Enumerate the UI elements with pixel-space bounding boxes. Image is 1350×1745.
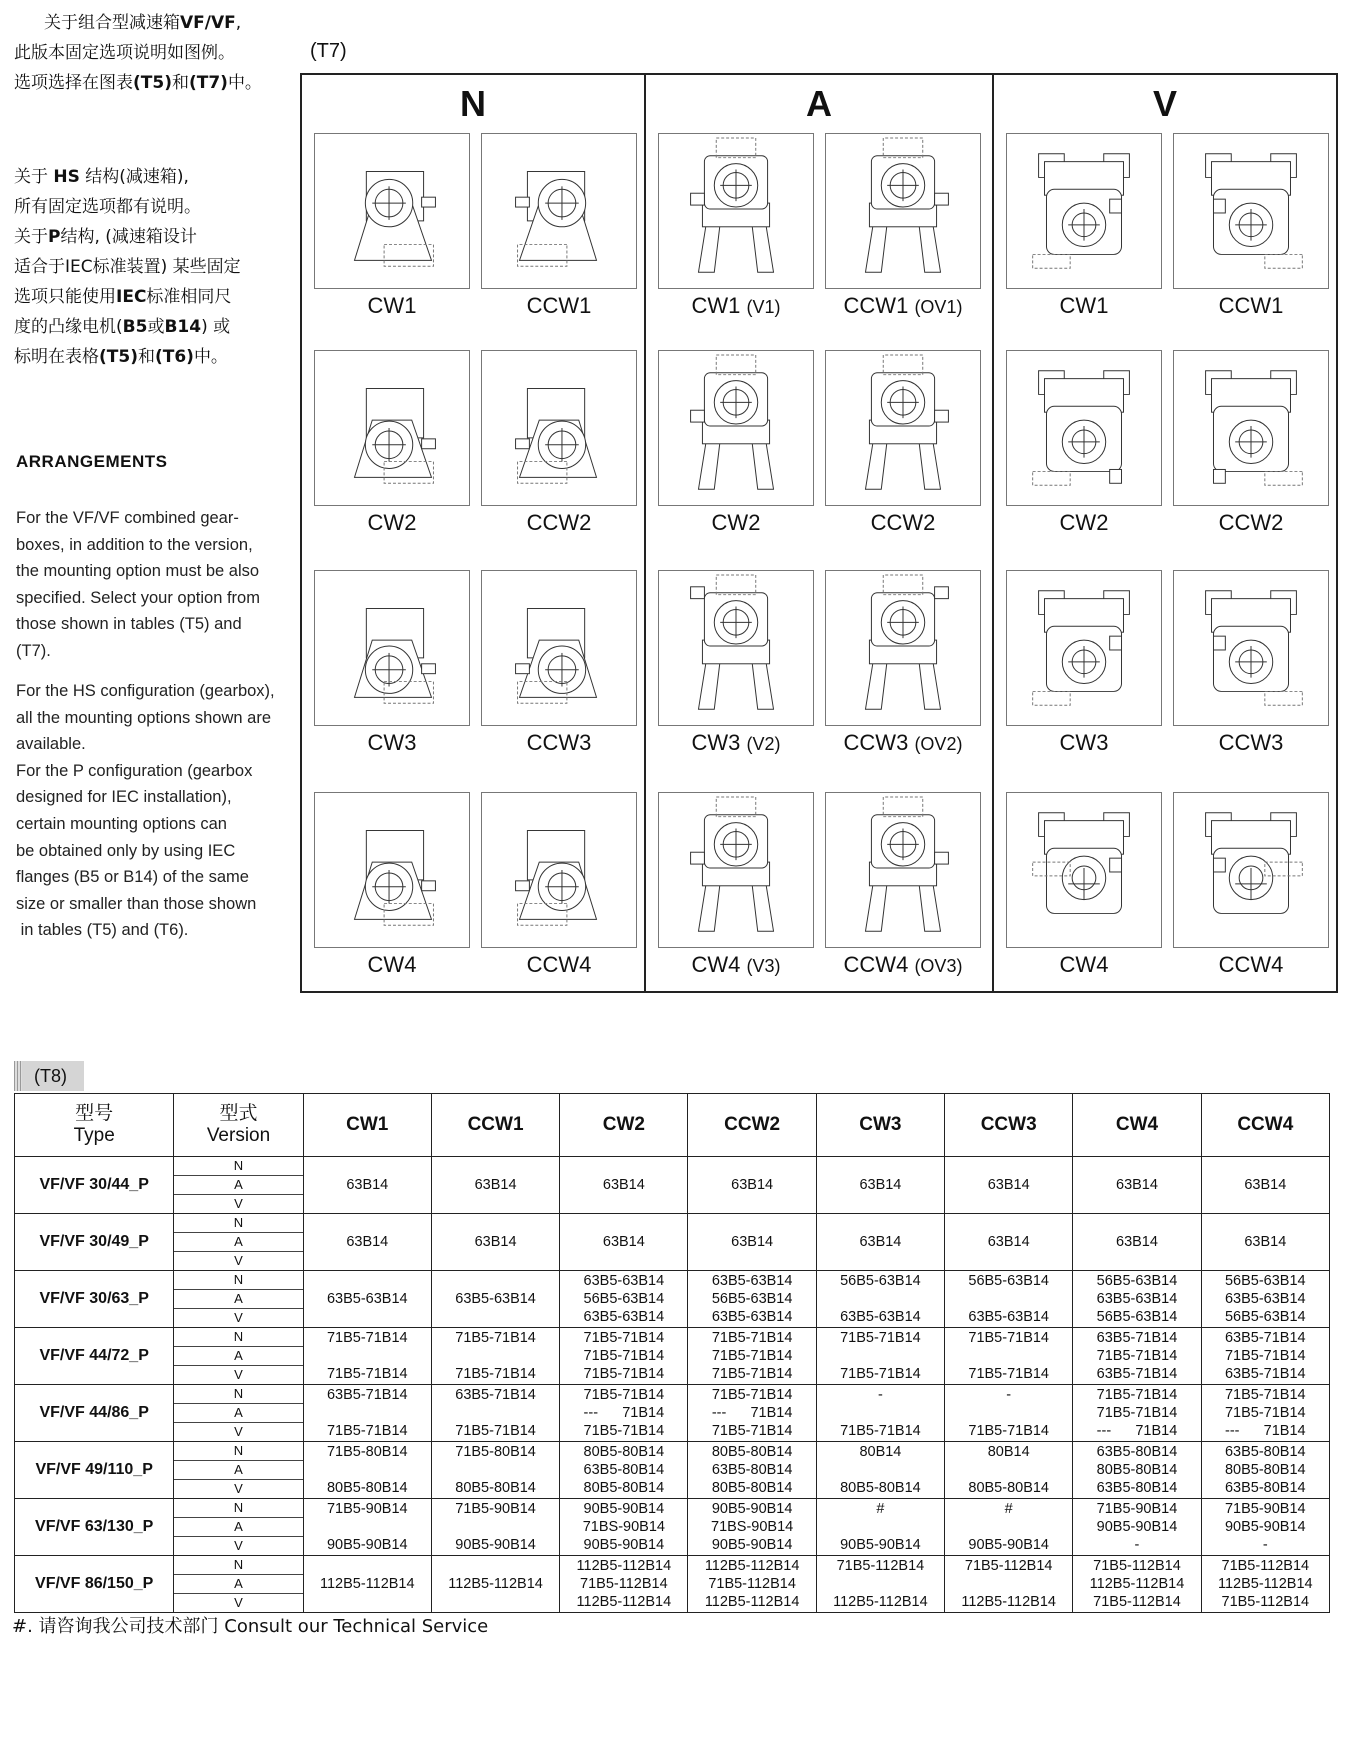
version-n: N: [174, 1328, 302, 1347]
option-label: CCW4: [526, 952, 592, 977]
gearbox-drawing: [481, 133, 637, 289]
option-label: CCW1: [526, 293, 592, 318]
flange-cell: 63B14: [688, 1157, 816, 1214]
version-a: A: [174, 1347, 302, 1366]
option-label: CCW3: [1218, 730, 1284, 755]
option-label: CW1 (V1): [691, 293, 781, 318]
flange-cell: 63B5-71B14 71B5-71B14 63B5-71B14: [1073, 1328, 1201, 1385]
option-label: CCW3 (OV2): [843, 730, 963, 755]
option-label: CCW3: [526, 730, 592, 755]
flange-cell: 112B5-112B14 71B5-112B14 112B5-112B14: [688, 1556, 816, 1613]
type-cell: VF/VF 44/86_P: [15, 1385, 174, 1442]
group-v: [994, 75, 1336, 991]
gearbox-drawing: [1006, 350, 1162, 506]
gearbox-drawing: [1006, 570, 1162, 726]
option-label: CW1: [1059, 293, 1109, 318]
arrangements-title: ARRANGEMENTS: [16, 452, 168, 471]
flange-cell: 71B5-71B14 71B5-71B14: [431, 1328, 559, 1385]
text-line: all the mounting options shown are: [16, 708, 271, 727]
version-cell: [174, 1556, 303, 1613]
flange-cell: 63B14: [1073, 1214, 1201, 1271]
version-cell: [174, 1157, 303, 1214]
gearbox-drawing: [658, 350, 814, 506]
flange-cell: 63B5-80B14 80B5-80B14 63B5-80B14: [1073, 1442, 1201, 1499]
table-row: [15, 1499, 1330, 1556]
version-n: N: [174, 1499, 302, 1518]
version-v: V: [234, 1538, 243, 1553]
flange-cell: 63B14: [688, 1214, 816, 1271]
group-title: A: [806, 83, 832, 124]
hs-p-config-cn: 关于 HS 结构(减速箱), 所有固定选项都有说明。 关于P结构, (减速箱设计 适合于IEC标准装置) 某些固定 选项只能使用IEC标准相同尺 度的凸缘电机(B5或B14) 或 标明在表格(T5)和(T6)中。: [14, 167, 241, 367]
flange-cell: 56B5-63B14 63B5-63B14 56B5-63B14: [1201, 1271, 1329, 1328]
flange-cell: 71B5-71B14 71B5-71B14 71B5-71B14: [560, 1328, 688, 1385]
text-line: boxes, in addition to the version,: [16, 535, 253, 554]
flange-cell: 56B5-63B14 63B5-63B14: [945, 1271, 1073, 1328]
table-row: [15, 1271, 1330, 1328]
text-line: the mounting option must be also: [16, 562, 260, 581]
col-ccw2: CCW2: [688, 1094, 816, 1157]
flange-cell: 80B5-80B14 63B5-80B14 80B5-80B14: [560, 1442, 688, 1499]
flange-cell: 71B5-90B14 90B5-90B14 -: [1201, 1499, 1329, 1556]
t8-label: (T8): [14, 1061, 84, 1091]
mounting-options-grid: [300, 73, 1338, 993]
group-title: N: [460, 83, 486, 124]
version-cell: [174, 1442, 303, 1499]
gearbox-drawing: [658, 133, 814, 289]
gearbox-drawing: [314, 133, 470, 289]
flange-cell: 71B5-71B14 71B5-71B14 71B5-71B14: [688, 1328, 816, 1385]
flange-cell: 71B5-80B14 80B5-80B14: [431, 1442, 559, 1499]
gearbox-drawing: [314, 792, 470, 948]
option-label: CCW1 (OV1): [843, 293, 963, 318]
text-line: For the P configuration (gearbox: [16, 761, 253, 780]
option-label: CCW4: [1218, 952, 1284, 977]
gearbox-drawing: [1006, 133, 1162, 289]
text-line: (T7).: [16, 641, 51, 660]
flange-cell: 63B14: [945, 1214, 1073, 1271]
text-line: specified. Select your option from: [16, 588, 260, 607]
text-line: available.: [16, 735, 86, 754]
version-v: V: [234, 1424, 243, 1439]
flange-cell: 71B5-90B14 90B5-90B14: [431, 1499, 559, 1556]
table-row: [15, 1442, 1330, 1499]
flange-cell: # 90B5-90B14: [816, 1499, 944, 1556]
version-n: N: [174, 1556, 302, 1575]
gearbox-drawing: [1173, 133, 1329, 289]
version-a: A: [174, 1404, 302, 1423]
option-label: CCW4 (OV3): [843, 952, 963, 977]
gearbox-drawing: [481, 792, 637, 948]
gearbox-drawing: [825, 133, 981, 289]
col-cw3: CW3: [816, 1094, 944, 1157]
flange-cell: 71B5-90B14 90B5-90B14: [303, 1499, 431, 1556]
version-cell: [174, 1385, 303, 1442]
option-label: CCW2: [526, 510, 592, 535]
option-label: CW3: [1059, 730, 1109, 755]
flange-cell: 63B14: [303, 1157, 431, 1214]
gearbox-drawing: [1173, 350, 1329, 506]
english-paragraph-1: [16, 505, 301, 665]
version-v: V: [234, 1253, 243, 1268]
flange-cell: 63B14: [816, 1157, 944, 1214]
flange-cell: 112B5-112B14: [431, 1556, 559, 1613]
group-a: [646, 75, 994, 991]
option-label: CW3: [367, 730, 417, 755]
version-a: A: [174, 1461, 302, 1480]
version-n: N: [174, 1157, 302, 1176]
option-label: CCW2: [870, 510, 936, 535]
option-label: CW2: [367, 510, 417, 535]
version-a: A: [174, 1233, 302, 1252]
flange-cell: 71B5-71B14 71B5-71B14 --- 71B14: [1201, 1385, 1329, 1442]
flange-cell: 63B14: [560, 1157, 688, 1214]
option-label: CW1: [367, 293, 417, 318]
type-cell: VF/VF 30/49_P: [15, 1214, 174, 1271]
gearbox-drawing: [825, 792, 981, 948]
text-line: certain mounting options can: [16, 814, 227, 833]
version-cell: [174, 1328, 303, 1385]
flange-cell: 80B14 80B5-80B14: [945, 1442, 1073, 1499]
flange-cell: 63B14: [560, 1214, 688, 1271]
flange-cell: - 71B5-71B14: [945, 1385, 1073, 1442]
table-row: [15, 1556, 1330, 1613]
option-label: CW2: [711, 510, 761, 535]
col-ccw1: CCW1: [431, 1094, 559, 1157]
flange-cell: 63B14: [945, 1157, 1073, 1214]
flange-cell: 63B14: [303, 1214, 431, 1271]
flange-cell: 63B5-71B14 71B5-71B14: [303, 1385, 431, 1442]
gearbox-drawing: [825, 570, 981, 726]
intro-cn: 关于组合型减速箱VF/VF, 此版本固定选项说明如图例。 选项选择在图表(T5)和(T7)中。: [14, 13, 262, 93]
table-header-row: [15, 1094, 1330, 1157]
table-row: [15, 1157, 1330, 1214]
text-line: flanges (B5 or B14) of the same: [16, 868, 249, 887]
type-cell: VF/VF 44/72_P: [15, 1328, 174, 1385]
version-v: V: [234, 1310, 243, 1325]
flange-cell: 112B5-112B14: [303, 1556, 431, 1613]
flange-cell: 63B5-63B14: [431, 1271, 559, 1328]
group-title: V: [1152, 83, 1177, 124]
text-line: in tables (T5) and (T6).: [16, 921, 189, 940]
version-a: A: [174, 1290, 302, 1309]
flange-cell: 71B5-71B14 --- 71B14 71B5-71B14: [560, 1385, 688, 1442]
flange-cell: 90B5-90B14 71BS-90B14 90B5-90B14: [688, 1499, 816, 1556]
flange-cell: 80B5-80B14 63B5-80B14 80B5-80B14: [688, 1442, 816, 1499]
gearbox-drawing: [1006, 792, 1162, 948]
option-label: CW4: [367, 952, 417, 977]
table-row: [15, 1214, 1330, 1271]
text-line: designed for IEC installation),: [16, 788, 232, 807]
option-label: CW3 (V2): [691, 730, 781, 755]
version-cell: [174, 1271, 303, 1328]
version-n: N: [174, 1271, 302, 1290]
flange-cell: 56B5-63B14 63B5-63B14 56B5-63B14: [1073, 1271, 1201, 1328]
option-label: CW4: [1059, 952, 1109, 977]
version-a: A: [174, 1176, 302, 1195]
gearbox-drawing: [658, 570, 814, 726]
text-line: For the VF/VF combined gear-: [16, 509, 239, 527]
table-row: [15, 1385, 1330, 1442]
flange-cell: 71B5-112B14 112B5-112B14: [945, 1556, 1073, 1613]
flange-cell: 63B14: [816, 1214, 944, 1271]
option-label: CW2: [1059, 510, 1109, 535]
flange-cell: 71B5-112B14 112B5-112B14: [816, 1556, 944, 1613]
option-label: CCW1: [1218, 293, 1284, 318]
version-v: V: [234, 1595, 243, 1610]
version-n: N: [174, 1442, 302, 1461]
version-v: V: [234, 1196, 243, 1211]
type-cell: VF/VF 63/130_P: [15, 1499, 174, 1556]
flange-table: [14, 1093, 1330, 1613]
gearbox-drawing: [825, 350, 981, 506]
english-paragraph-2: [16, 678, 301, 944]
version-a: A: [174, 1575, 302, 1594]
type-cell: VF/VF 49/110_P: [15, 1442, 174, 1499]
gearbox-drawing: [481, 350, 637, 506]
version-a: A: [174, 1518, 302, 1537]
flange-cell: 71B5-112B14 112B5-112B14 71B5-112B14: [1073, 1556, 1201, 1613]
flange-cell: 63B14: [431, 1214, 559, 1271]
flange-cell: - 71B5-71B14: [816, 1385, 944, 1442]
gearbox-drawing: [1173, 792, 1329, 948]
text-line: For the HS configuration (gearbox),: [16, 682, 275, 700]
flange-cell: 71B5-80B14 80B5-80B14: [303, 1442, 431, 1499]
text-line: those shown in tables (T5) and: [16, 615, 242, 634]
flange-cell: 63B5-63B14: [303, 1271, 431, 1328]
flange-cell: 71B5-112B14 112B5-112B14 71B5-112B14: [1201, 1556, 1329, 1613]
footnote: #. 请咨询我公司技术部门 Consult our Technical Service: [12, 1616, 489, 1637]
flange-cell: 63B5-63B14 56B5-63B14 63B5-63B14: [688, 1271, 816, 1328]
flange-cell: 63B14: [1201, 1157, 1329, 1214]
flange-cell: 63B5-80B14 80B5-80B14 63B5-80B14: [1201, 1442, 1329, 1499]
flange-cell: 63B14: [431, 1157, 559, 1214]
flange-cell: 63B5-71B14 71B5-71B14: [431, 1385, 559, 1442]
gearbox-drawing: [658, 792, 814, 948]
version-cell: [174, 1214, 303, 1271]
version-v: V: [234, 1367, 243, 1382]
flange-cell: 71B5-71B14 71B5-71B14 --- 71B14: [1073, 1385, 1201, 1442]
group-n: [302, 75, 646, 991]
type-cell: VF/VF 30/63_P: [15, 1271, 174, 1328]
col-cw4: CW4: [1073, 1094, 1201, 1157]
option-label: CW4 (V3): [691, 952, 781, 977]
flange-cell: 80B14 80B5-80B14: [816, 1442, 944, 1499]
gearbox-drawing: [481, 570, 637, 726]
text-line: size or smaller than those shown: [16, 894, 257, 913]
flange-cell: 63B14: [1201, 1214, 1329, 1271]
col-cw2: CW2: [560, 1094, 688, 1157]
col-ccw3: CCW3: [945, 1094, 1073, 1157]
flange-cell: 71B5-71B14 71B5-71B14: [945, 1328, 1073, 1385]
gearbox-drawing: [1173, 570, 1329, 726]
flange-cell: 90B5-90B14 71BS-90B14 90B5-90B14: [560, 1499, 688, 1556]
col-type: 型号 Type: [15, 1094, 174, 1157]
flange-cell: 71B5-71B14 --- 71B14 71B5-71B14: [688, 1385, 816, 1442]
version-n: N: [174, 1385, 302, 1404]
col-cw1: CW1: [303, 1094, 431, 1157]
text-line: be obtained only by using IEC: [16, 841, 236, 860]
flange-cell: 71B5-71B14 71B5-71B14: [816, 1328, 944, 1385]
col-version: 型式 Version: [174, 1094, 303, 1157]
flange-cell: 56B5-63B14 63B5-63B14: [816, 1271, 944, 1328]
version-v: V: [234, 1481, 243, 1496]
gearbox-drawing: [314, 570, 470, 726]
version-n: N: [174, 1214, 302, 1233]
flange-cell: # 90B5-90B14: [945, 1499, 1073, 1556]
version-cell: [174, 1499, 303, 1556]
flange-cell: 112B5-112B14 71B5-112B14 112B5-112B14: [560, 1556, 688, 1613]
flange-cell: 63B5-71B14 71B5-71B14 63B5-71B14: [1201, 1328, 1329, 1385]
gearbox-drawing: [314, 350, 470, 506]
type-cell: VF/VF 30/44_P: [15, 1157, 174, 1214]
t7-label: (T7): [310, 40, 347, 62]
option-label: CCW2: [1218, 510, 1284, 535]
flange-cell: 71B5-90B14 90B5-90B14 -: [1073, 1499, 1201, 1556]
flange-cell: 71B5-71B14 71B5-71B14: [303, 1328, 431, 1385]
flange-cell: 63B5-63B14 56B5-63B14 63B5-63B14: [560, 1271, 688, 1328]
flange-cell: 63B14: [1073, 1157, 1201, 1214]
col-ccw4: CCW4: [1201, 1094, 1329, 1157]
type-cell: VF/VF 86/150_P: [15, 1556, 174, 1613]
table-row: [15, 1328, 1330, 1385]
